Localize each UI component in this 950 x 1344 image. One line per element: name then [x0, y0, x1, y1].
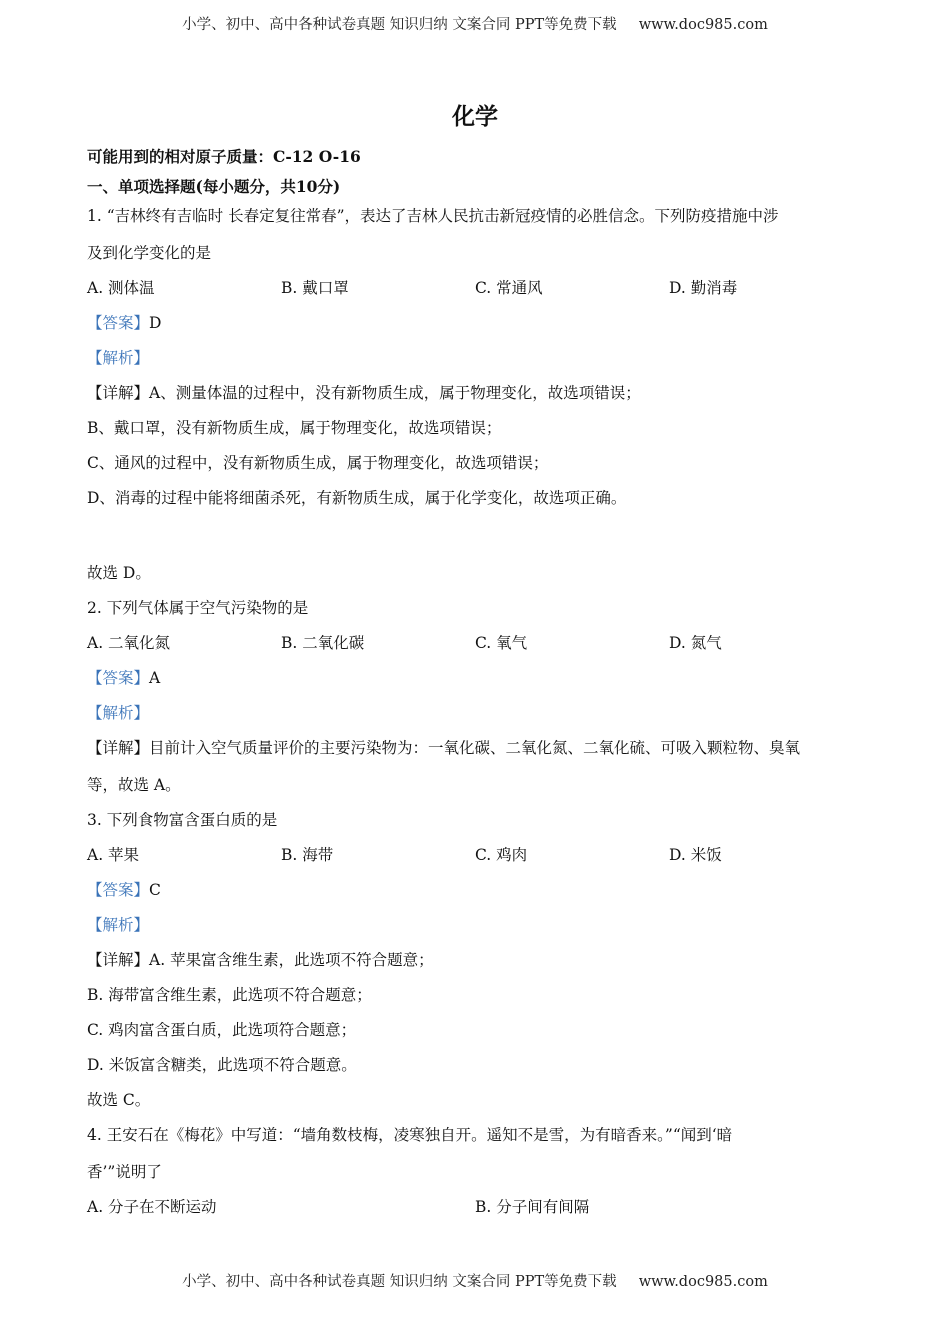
q1-answer [87, 311, 161, 333]
q1-option-b: B. 戴口罩 [281, 279, 349, 297]
detail-tag: 【详解】 [87, 739, 150, 757]
answer-tag: 【答案】 [87, 669, 150, 687]
q4-stem-line1: 4. 王安石在《梅花》中写道：“墙角数枝梅，凌寒独自开。遥知不是雪，为有暗香来。”“闻到‘暗 [87, 1126, 733, 1144]
q2-option-d: D. 氮气 [669, 634, 722, 652]
q3-analysis-tag: 【解析】 [87, 916, 150, 934]
detail-text: 目前计入空气质量评价的主要污染物为：一氧化碳、二氧化氮、二氧化硫、可吸入颗粒物、臭氧 [149, 739, 801, 757]
section-heading: 一、单项选择题(每小题分，共10分) [87, 177, 341, 196]
q3-option-a: A. 苹果 [87, 846, 140, 864]
q1-stem-line2: 及到化学变化的是 [87, 244, 212, 262]
q1-analysis-tag: 【解析】 [87, 349, 150, 367]
q3-detail-1 [87, 948, 434, 970]
detail-text: A. 苹果富含维生素，此选项不符合题意； [149, 951, 434, 969]
q2-option-b: B. 二氧化碳 [281, 634, 365, 652]
q3-detail-2: B. 海带富含维生素，此选项不符合题意； [87, 986, 372, 1004]
q1-stem-line1: 1. “吉林终有吉临时 长春定复往常春”，表达了吉林人民抗击新冠疫情的必胜信念。下列防疫措施中涉 [87, 207, 779, 225]
atomic-mass-note: 可能用到的相对原子质量：C-12 O-16 [87, 147, 361, 166]
detail-tag: 【详解】 [87, 384, 150, 402]
q4-option-b: B. 分子间有间隔 [475, 1198, 590, 1216]
q2-option-c: C. 氧气 [475, 634, 528, 652]
q2-detail-1 [87, 736, 800, 758]
answer-value: C [149, 881, 161, 899]
q3-stem: 3. 下列食物富含蛋白质的是 [87, 811, 278, 829]
answer-value: D [149, 314, 162, 332]
footer-text: 小学、初中、高中各种试卷真题 知识归纳 文案合同 PPT等免费下载 [182, 1274, 617, 1290]
q2-detail-2: 等，故选 A。 [87, 776, 181, 794]
q2-analysis-tag: 【解析】 [87, 704, 150, 722]
q3-option-d: D. 米饭 [669, 846, 722, 864]
footer-site-link[interactable]: www.doc985.com [638, 1274, 768, 1290]
page-footer [0, 1270, 950, 1291]
q3-option-b: B. 海带 [281, 846, 334, 864]
q1-detail-1 [87, 381, 641, 403]
answer-value: A [149, 669, 161, 687]
q4-option-a: A. 分子在不断运动 [87, 1198, 217, 1216]
header-text: 小学、初中、高中各种试卷真题 知识归纳 文案合同 PPT等免费下载 [182, 17, 617, 33]
q1-option-d: D. 勤消毒 [669, 279, 738, 297]
q2-answer [87, 666, 160, 688]
q1-option-c: C. 常通风 [475, 279, 543, 297]
q1-detail-4: D、消毒的过程中能将细菌杀死，有新物质生成，属于化学变化，故选项正确。 [87, 489, 627, 507]
q1-detail-3: C、通风的过程中，没有新物质生成，属于物理变化，故选项错误； [87, 454, 549, 472]
answer-tag: 【答案】 [87, 314, 150, 332]
page-title: 化学 [452, 103, 498, 130]
header-site-link[interactable]: www.doc985.com [638, 17, 768, 33]
answer-tag: 【答案】 [87, 881, 150, 899]
detail-text: A、测量体温的过程中，没有新物质生成，属于物理变化，故选项错误； [149, 384, 641, 402]
q2-stem: 2. 下列气体属于空气污染物的是 [87, 599, 309, 617]
q2-option-a: A. 二氧化氮 [87, 634, 171, 652]
page-header [0, 13, 950, 34]
q3-answer [87, 878, 161, 900]
q3-option-c: C. 鸡肉 [475, 846, 528, 864]
q3-detail-4: D. 米饭富含糖类，此选项不符合题意。 [87, 1056, 357, 1074]
q3-detail-3: C. 鸡肉富含蛋白质，此选项符合题意； [87, 1021, 357, 1039]
q3-conclusion: 故选 C。 [87, 1091, 151, 1109]
q1-detail-2: B、戴口罩，没有新物质生成，属于物理变化，故选项错误； [87, 419, 502, 437]
detail-tag: 【详解】 [87, 951, 150, 969]
q1-option-a: A. 测体温 [87, 279, 155, 297]
q4-stem-line2: 香’”说明了 [87, 1163, 162, 1181]
q1-conclusion: 故选 D。 [87, 564, 151, 582]
